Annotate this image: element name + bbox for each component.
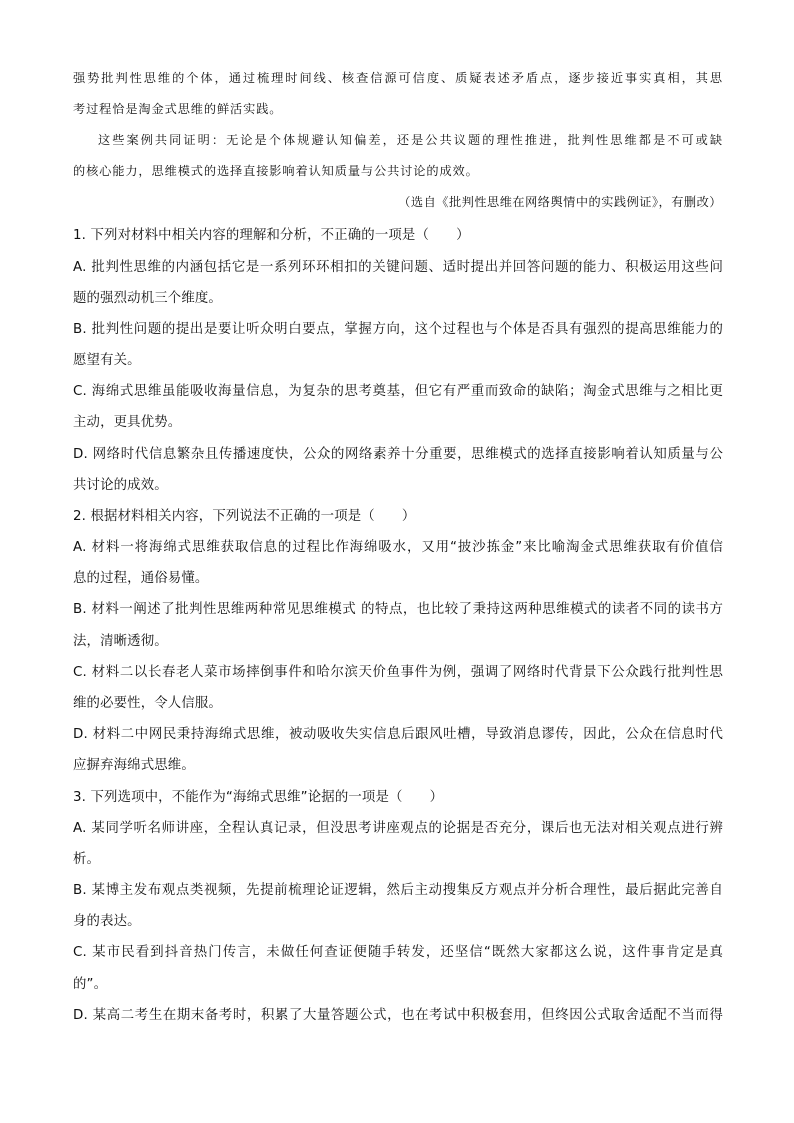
option-line: 共讨论的成效。 (73, 478, 168, 493)
option-line: 题的强烈动机三个维度。 (73, 291, 222, 306)
option-line: A. 批判性思维的内涵包括它是一系列环环相扣的关键问题、适时提出并回答问题的能力、积极运用这些问 (73, 260, 723, 275)
option-line: 法，清晰透彻。 (73, 634, 168, 649)
question-stem: 3. 下列选项中，不能作为“海绵式思维”论据的一项是（ ） (73, 790, 444, 805)
option-line: D. 网络时代信息繁杂且传播速度快，公众的网络素养十分重要，思维模式的选择直接影响着认知质量与公 (73, 447, 723, 462)
option-line: 应摒弃海绵式思维。 (73, 758, 195, 773)
passage-line: 强势批判性思维的个体，通过梳理时间线、核查信源可信度、质疑表述矛盾点，逐步接近事实真相，其思 (73, 71, 723, 85)
question-stem: 2. 根据材料相关内容，下列说法不正确的一项是（ ） (73, 509, 416, 524)
option-line: D. 材料二中网民秉持海绵式思维，被动吸收失实信息后跟风吐槽，导致消息谬传，因此，公众在信息时代 (73, 727, 723, 742)
option-line: B. 批判性问题的提出是要让听众明白要点，掌握方向，这个过程也与个体是否具有强烈的提高思维能力的 (73, 322, 723, 337)
passage-line: 的核心能力，思维模式的选择直接影响着认知质量与公共讨论的成效。 (73, 164, 479, 178)
option-line: 析。 (73, 852, 101, 867)
option-line: A. 材料一将海绵式思维获取信息的过程比作海绵吸水，又用“披沙拣金”来比喻淘金式思维获取有价值信 (73, 540, 723, 555)
option-line: 主动，更具优势。 (73, 415, 182, 430)
passage-line: 这些案例共同证明：无论是个体规避认知偏差，还是公共议题的理性推进，批判性思维都是不可或缺 (98, 133, 723, 147)
option-line: A. 某同学听名师讲座，全程认真记录，但没思考讲座观点的论据是否充分，课后也无法对相关观点进行辨 (73, 821, 723, 836)
option-line: 维的必要性，令人信服。 (73, 696, 222, 711)
option-line: C. 海绵式思维虽能吸收海量信息，为复杂的思考奠基，但它有严重而致命的缺陷；淘金式思维与之相比更 (73, 384, 723, 399)
option-line: B. 某博主发布观点类视频，先提前梳理论证逻辑，然后主动搜集反方观点并分析合理性，最后据此完善自 (73, 883, 723, 898)
option-line: 息的过程，通俗易懂。 (73, 571, 209, 586)
option-line: 身的表达。 (73, 914, 141, 929)
option-line: D. 某高二考生在期末备考时，积累了大量答题公式，也在考试中积极套用，但终因公式取舍适配不当而得 (73, 1008, 723, 1023)
option-line: 愿望有关。 (73, 353, 141, 368)
option-line: C. 某市民看到抖音热门传言，未做任何查证便随手转发，还坚信“既然大家都这么说，这件事肯定是真 (73, 945, 723, 960)
question-stem: 1. 下列对材料中相关内容的理解和分析，不正确的一项是（ ） (73, 228, 470, 243)
option-line: C. 材料二以长春老人菜市场摔倒事件和哈尔滨天价鱼事件为例，强调了网络时代背景下公众践行批判性思 (73, 665, 723, 680)
passage-line: 考过程恰是淘金式思维的鲜活实践。 (73, 102, 283, 116)
source-citation: （选自《批判性思维在网络舆情中的实践例证》，有删改） (398, 195, 722, 209)
option-line: 的”。 (73, 977, 108, 992)
option-line: B. 材料一阐述了批判性思维两种常见思维模式 的特点，也比较了秉持这两种思维模式的读者不同的读书方 (73, 602, 723, 617)
